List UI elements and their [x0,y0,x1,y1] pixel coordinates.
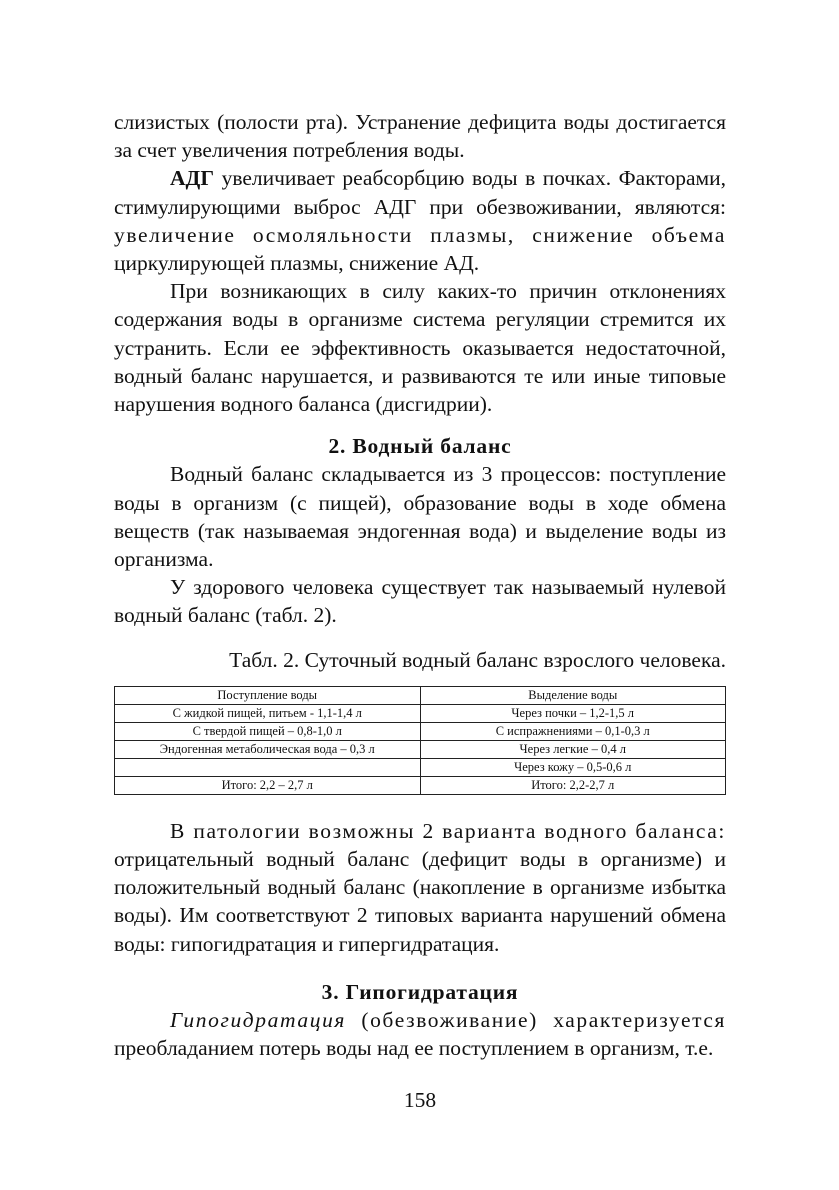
adg-text-c: циркулирующей плазмы, снижение АД. [114,251,480,276]
table-cell: Эндогенная метаболическая вода – 0,3 л [115,740,421,758]
table-cell: Итого: 2,2 – 2,7 л [115,776,421,794]
section-heading-water-balance: 2. Водный баланс [328,434,512,459]
water-balance-table [114,686,726,795]
table-cell [115,758,421,776]
table-cell: Через легкие – 0,4 л [420,740,726,758]
table-caption: Табл. 2. Суточный водный баланс взрослого человека. [229,647,726,672]
page-number: 158 [403,1088,437,1113]
adg-term: АДГ [170,166,214,191]
adg-text-b: увеличение осмоляльности плазмы, снижение объема [114,222,726,247]
paragraph-hypohydration [114,1006,726,1062]
table-cell: С твердой пищей – 0,8-1,0 л [115,722,421,740]
table-header-row [115,686,726,704]
table-row [115,704,726,722]
table-row [115,722,726,740]
table-total-row [115,776,726,794]
pathology-text-a: В патологии возможны 2 варианта водного баланса: [170,818,726,843]
table-row [115,740,726,758]
table-cell: Через почки – 1,2-1,5 л [420,704,726,722]
adg-text-a: увеличивает реабсорбцию воды в почках. Факторами, стимулирующими выброс АДГ при обезвоживании, являются: [114,166,726,219]
hypohydration-text-a: (обезвоживание) характеризуется [346,1008,726,1033]
table-row [115,758,726,776]
paragraph-water-balance: Водный баланс складывается из 3 процессов: поступление воды в организм (с пищей), образование воды в ходе обмена веществ (так называемая эндогенная вода) и выделение воды из организма. [114,462,726,572]
table-cell: С жидкой пищей, питьем - 1,1-1,4 л [115,704,421,722]
paragraph-adg [114,164,726,277]
table-cell: Итого: 2,2-2,7 л [420,776,726,794]
paragraph-regulation: При возникающих в силу каких-то причин отклонениях содержания воды в организме система регуляции стремится их устранить. Если ее эффективность оказывается недостаточной, водный баланс нарушается, и развиваются те или иные типовые нарушения водного баланса (дисгидрии). [114,279,726,417]
hypohydration-text-b: преобладанием потерь воды над ее поступлением в организм, т.е. [114,1036,714,1061]
table-header-output: Выделение воды [420,686,726,704]
table-cell: С испражнениями – 0,1-0,3 л [420,722,726,740]
document-page [114,108,726,1115]
paragraph-pathology [114,817,726,958]
hypohydration-term: Гипогидратация [170,1008,347,1033]
paragraph-continuation: слизистых (полости рта). Устранение дефицита воды достигается за счет увеличения потребления воды. [114,110,726,163]
pathology-text-b: отрицательный водный баланс (дефицит воды в организме) и положительный водный баланс (накопление в организме избытка воды). Им соответствуют 2 типовых варианта нарушений обмена воды: гипогидратация и гипергидратация. [114,847,726,956]
section-heading-hypohydration: 3. Гипогидратация [321,979,519,1004]
table-cell: Через кожу – 0,5-0,6 л [420,758,726,776]
paragraph-zero-balance: У здорового человека существует так называемый нулевой водный баланс (табл. 2). [114,575,726,628]
table-header-intake: Поступление воды [115,686,421,704]
